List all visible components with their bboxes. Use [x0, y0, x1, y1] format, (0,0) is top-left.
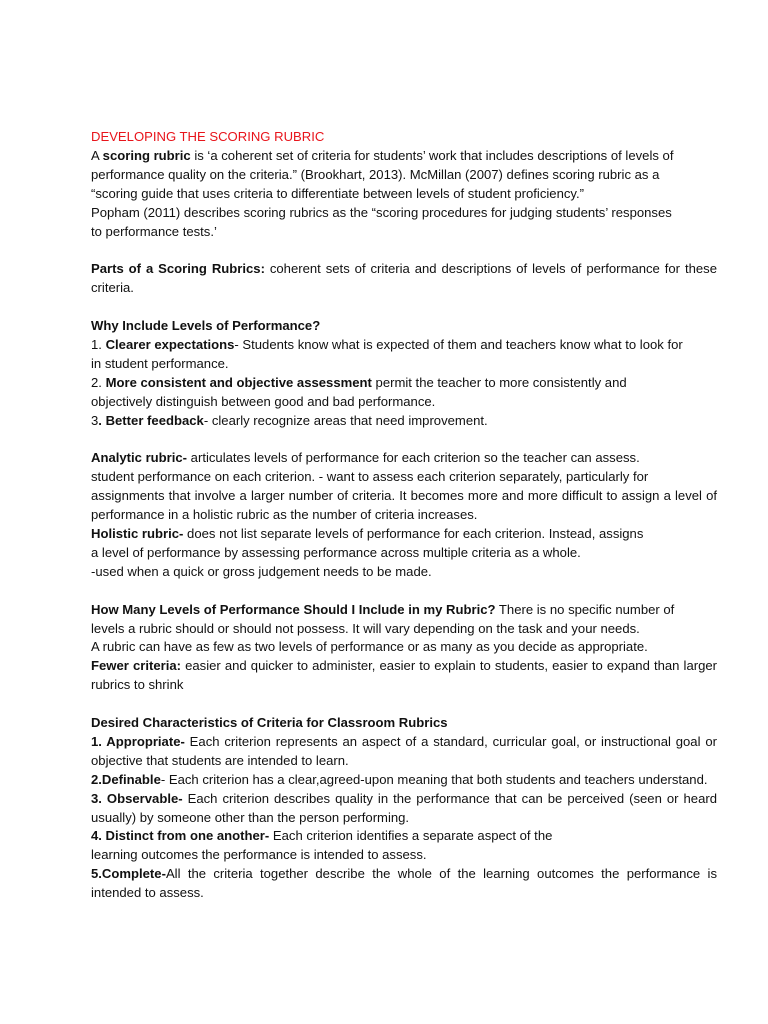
intro-term: scoring rubric	[102, 147, 191, 163]
criterion-text: Each criterion identifies a separate aspect of the	[269, 828, 553, 844]
list-item	[91, 790, 717, 828]
criterion-text: Each criterion represents an aspect of a standard, curricular goal, or instructional goal or objective that students are intended to learn.	[91, 733, 717, 768]
item-label: Clearer expectations	[105, 336, 235, 352]
criterion-label: 3. Observable-	[91, 790, 183, 806]
criterion-text: All the criteria together describe the whole of the learning outcomes the performance is intended to assess.	[91, 866, 717, 901]
how-many-line1: There is no specific number of	[495, 601, 675, 617]
item-text-continued: in student performance.	[91, 355, 229, 371]
list-item	[91, 374, 717, 393]
item-number: 3	[91, 412, 99, 428]
holistic-line2: a level of performance by assessing performance across multiple criteria as a whole.	[91, 544, 581, 560]
parts-paragraph	[91, 260, 717, 298]
list-item	[91, 336, 717, 355]
fewer-criteria-text: easier and quicker to administer, easier to explain to students, easier to expand than larger rubrics to shrink	[91, 658, 718, 693]
spacer	[91, 582, 717, 601]
intro-paragraph	[91, 147, 717, 242]
list-item	[91, 865, 717, 903]
holistic-line1: does not list separate levels of performance for each criterion. Instead, assigns	[183, 525, 644, 541]
fewer-criteria-label: Fewer criteria:	[91, 658, 181, 674]
desired-heading: Desired Characteristics of Criteria for Classroom Rubrics	[91, 715, 448, 731]
item-number: 2.	[91, 374, 106, 390]
intro-line3: “scoring guide that uses criteria to differentiate between levels of student proficiency.”	[91, 185, 584, 201]
item-label: More consistent and objective assessment	[105, 374, 372, 390]
criterion-text: - Each criterion has a clear,agreed-upon meaning that both students and teachers understand.	[160, 771, 708, 787]
spacer	[91, 298, 717, 317]
spacer	[91, 241, 717, 260]
criterion-label: 1. Appropriate-	[91, 733, 185, 749]
item-text: - clearly recognize areas that need improvement.	[203, 412, 488, 428]
holistic-line3: -used when a quick or gross judgement needs to be made.	[91, 563, 432, 579]
how-many-section	[91, 601, 717, 696]
list-item	[91, 771, 717, 790]
analytic-label: Analytic rubric-	[91, 450, 188, 466]
list-item	[91, 412, 717, 431]
spacer	[91, 695, 717, 714]
why-levels-section	[91, 317, 717, 430]
analytic-rest: assignments that involve a larger number of criteria. It becomes more and more difficult to assign a level of performance in a holistic rubric as the number of criteria increases.	[91, 488, 717, 523]
how-many-line2: levels a rubric should or should not possess. It will vary depending on the task and your needs.	[91, 620, 640, 636]
intro-prefix: A	[91, 147, 103, 163]
criterion-label: 5.Complete-	[91, 866, 166, 882]
criterion-text-continued: learning outcomes the performance is intended to assess.	[91, 847, 427, 863]
item-text: permit the teacher to more consistently and	[371, 374, 627, 390]
item-text: - Students know what is expected of them and teachers know what to look for	[234, 336, 683, 352]
spacer	[91, 430, 717, 449]
intro-line1: is ‘a coherent set of criteria for students’ work that includes descriptions of levels of	[190, 147, 674, 163]
intro-line2: performance quality on the criteria.” (Brookhart, 2013). McMillan (2007) defines scoring rubric as a	[91, 166, 660, 182]
holistic-label: Holistic rubric-	[91, 525, 184, 541]
how-many-line3: A rubric can have as few as two levels of performance or as many as you decide as appropriate.	[91, 639, 648, 655]
criterion-label: 2.Definable	[91, 771, 161, 787]
document-body	[91, 128, 717, 903]
list-item	[91, 827, 717, 846]
criterion-label: 4. Distinct from one another-	[91, 828, 270, 844]
desired-characteristics-section	[91, 714, 717, 903]
item-number: 1.	[91, 336, 106, 352]
parts-heading: Parts of a Scoring Rubrics:	[91, 261, 265, 277]
list-item	[91, 733, 717, 771]
document-title: DEVELOPING THE SCORING RUBRIC	[91, 129, 325, 144]
intro-line4: Popham (2011) describes scoring rubrics as the “scoring procedures for judging students’ responses	[91, 204, 672, 220]
rubric-types-section	[91, 449, 717, 581]
intro-line5: to performance tests.’	[91, 223, 217, 239]
analytic-line2: student performance on each criterion. - want to assess each criterion separately, particularly for	[91, 469, 649, 485]
why-levels-heading: Why Include Levels of Performance?	[91, 318, 321, 334]
analytic-line1: articulates levels of performance for each criterion so the teacher can assess.	[187, 450, 640, 466]
parts-text: coherent sets of criteria and descriptions of levels of performance for these criteria.	[91, 261, 717, 296]
item-text-continued: objectively distinguish between good and bad performance.	[91, 393, 436, 409]
how-many-heading: How Many Levels of Performance Should I Include in my Rubric?	[91, 601, 496, 617]
item-label: . Better feedback	[98, 412, 204, 428]
criterion-text: Each criterion describes quality in the performance that can be perceived (seen or heard usually) by someone other than the person performing.	[91, 790, 717, 825]
